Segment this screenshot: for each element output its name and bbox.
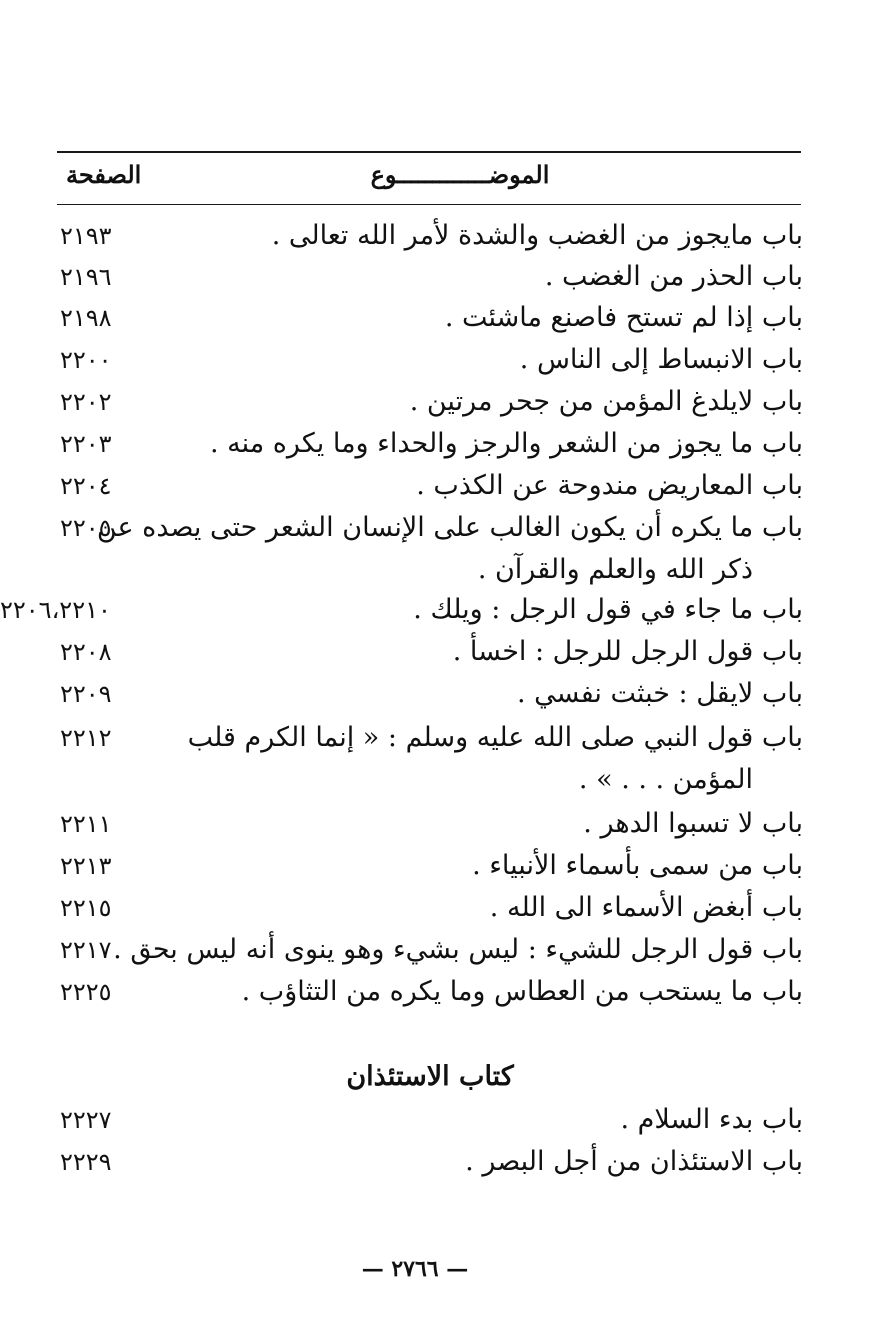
index-entry: [0, 804, 869, 844]
entry-page-number: ٢٢٠٦،٢٢١٠: [0, 596, 111, 624]
index-entry: [0, 590, 869, 630]
entry-page-number: ٢٢٠٩: [60, 680, 112, 708]
entry-page-number: ٢٢١١: [60, 810, 112, 838]
index-entry: [0, 846, 869, 886]
entry-page-number: ٢١٩٨: [60, 304, 112, 332]
entry-title-continuation: ذكر الله والعلم والقرآن .: [477, 554, 753, 585]
section-title: كتاب الاستئذان: [346, 1061, 514, 1092]
entry-title: باب ما يستحب من العطاس وما يكره من التثاؤب .: [241, 976, 803, 1007]
entry-page-number: ٢٢٠٥: [60, 514, 112, 542]
folio-page-number: — ٢٧٦٦ —: [361, 1256, 469, 1282]
entry-title: باب لايلدغ المؤمن من جحر مرتين .: [409, 386, 803, 417]
entry-page-number: ٢١٩٣: [60, 222, 112, 250]
entry-title: باب الحذر من الغضب .: [544, 261, 803, 292]
entry-title: باب لا تسبوا الدهر .: [583, 808, 803, 839]
entry-title: باب من سمى بأسماء الأنبياء .: [472, 850, 803, 881]
header-bottom-rule: [57, 204, 801, 205]
entry-page-number: ٢١٩٦: [60, 263, 112, 291]
index-entry: [0, 340, 869, 380]
entry-page-number: ٢٢٢٩: [60, 1148, 112, 1176]
index-entry: [0, 972, 869, 1012]
entry-title: باب بدء السلام .: [620, 1104, 803, 1135]
index-entry: [0, 718, 869, 795]
entry-title: باب ما يجوز من الشعر والرجز والحداء وما يكره منه .: [209, 428, 803, 459]
index-entry: [0, 674, 869, 714]
entry-title: باب الاستئذان من أجل البصر .: [465, 1146, 803, 1177]
index-entry: [0, 216, 869, 256]
topic-column-header: الموضـــــــــــــوع: [370, 160, 550, 189]
entry-page-number: ٢٢١٣: [60, 852, 112, 880]
entry-title: باب ما جاء في قول الرجل : ويلك .: [413, 594, 803, 625]
entry-title: باب ما يكره أن يكون الغالب على الإنسان الشعر حتى يصده عن: [96, 512, 803, 543]
entry-page-number: ٢٢١٥: [60, 894, 112, 922]
page-column-header: الصفحة: [66, 160, 142, 189]
index-entry: [0, 508, 869, 585]
entry-page-number: ٢٢٠٢: [60, 388, 112, 416]
index-entry: [0, 257, 869, 297]
index-entry: [0, 632, 869, 672]
entry-page-number: ٢٢٠٨: [60, 638, 112, 666]
entry-page-number: ٢٢٠٤: [60, 472, 112, 500]
entry-page-number: ٢٢٢٧: [60, 1106, 112, 1134]
entry-title: باب أبغض الأسماء الى الله .: [489, 892, 803, 923]
entry-page-number: ٢٢٠٠: [60, 346, 112, 374]
entry-title: باب مايجوز من الغضب والشدة لأمر الله تعالى .: [271, 220, 803, 251]
entry-title-continuation: المؤمن . . . » .: [578, 764, 753, 795]
header-top-rule: [57, 151, 801, 153]
index-entry: [0, 424, 869, 464]
entry-title: باب المعاريض مندوحة عن الكذب .: [416, 470, 803, 501]
entry-title: باب قول الرجل للشيء : ليس بشيء وهو ينوى أنه ليس بحق .: [113, 934, 803, 965]
index-entry: [0, 1100, 869, 1140]
entry-title: باب الانبساط إلى الناس .: [519, 344, 803, 375]
entry-title: باب لايقل : خبثت نفسي .: [516, 678, 803, 709]
index-entry: [0, 930, 869, 970]
entry-title: باب قول الرجل للرجل : اخسأ .: [452, 636, 803, 667]
entry-page-number: ٢٢٢٥: [60, 978, 112, 1006]
index-entry: [0, 1142, 869, 1182]
entry-title: باب إذا لم تستح فاصنع ماشئت .: [444, 302, 803, 333]
entry-page-number: ٢٢١٧: [60, 936, 112, 964]
index-entry: [0, 466, 869, 506]
entry-title: باب قول النبي صلى الله عليه وسلم : « إنما الكرم قلب: [187, 722, 803, 753]
entry-page-number: ٢٢١٢: [60, 724, 112, 752]
index-entry: [0, 888, 869, 928]
index-entry: [0, 298, 869, 338]
entry-page-number: ٢٢٠٣: [60, 430, 112, 458]
index-entry: [0, 382, 869, 422]
